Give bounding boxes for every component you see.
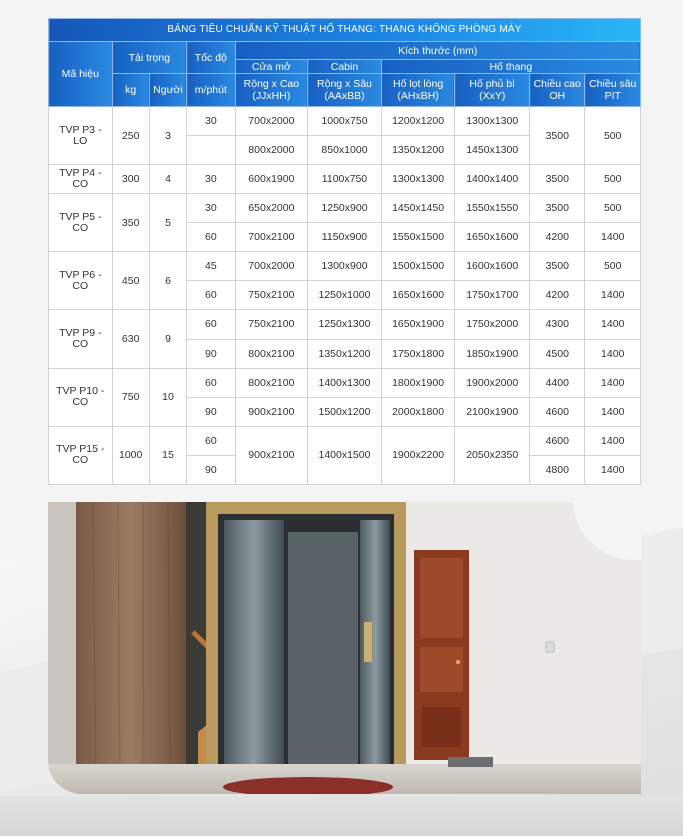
header-shaft: Hố thang xyxy=(381,60,640,74)
left-wall xyxy=(48,502,76,794)
speed-cell xyxy=(187,136,235,165)
wall-socket xyxy=(546,642,554,652)
oh-cell: 3500 xyxy=(530,194,585,223)
shaft-outer-cell: 2100x1900 xyxy=(455,397,530,426)
model-cell: TVP P9 - CO xyxy=(49,310,113,368)
door-size-cell: 600x1900 xyxy=(235,165,308,194)
cabin-size-cell: 1350x1200 xyxy=(308,339,382,368)
pit-cell: 1400 xyxy=(585,426,641,455)
speed-cell: 45 xyxy=(187,252,235,281)
oh-cell: 4200 xyxy=(530,223,585,252)
shaft-outer-cell: 1300x1300 xyxy=(455,107,530,136)
glass-door-left xyxy=(224,520,284,780)
cabin-size-cell: 1250x1300 xyxy=(308,310,382,339)
load-kg-cell: 1000 xyxy=(112,426,149,484)
shaft-clear-cell: 1650x1900 xyxy=(381,310,455,339)
model-cell: TVP P4 - CO xyxy=(49,165,113,194)
door-size-cell: 700x2000 xyxy=(235,252,308,281)
door-size-cell: 900x2100 xyxy=(235,397,308,426)
pit-cell: 500 xyxy=(585,107,641,165)
elevator-photo xyxy=(48,502,641,794)
cabin-size-cell: 1250x1000 xyxy=(308,281,382,310)
shaft-outer-cell: 1750x1700 xyxy=(455,281,530,310)
table-row xyxy=(49,194,641,223)
persons-cell: 9 xyxy=(149,310,186,368)
shaft-clear-cell: 1500x1500 xyxy=(381,252,455,281)
door-size-cell: 700x2000 xyxy=(235,107,308,136)
elevator-cabin xyxy=(288,532,358,772)
cabin-size-cell: 1250x900 xyxy=(308,194,382,223)
load-kg-cell: 250 xyxy=(112,107,149,165)
door-size-cell: 800x2000 xyxy=(235,136,308,165)
speed-cell: 30 xyxy=(187,165,235,194)
speed-cell: 60 xyxy=(187,223,235,252)
shaft-outer-cell: 1850x1900 xyxy=(455,339,530,368)
persons-cell: 5 xyxy=(149,194,186,252)
speed-cell: 90 xyxy=(187,339,235,368)
header-kg: kg xyxy=(112,74,149,107)
shaft-clear-cell: 1200x1200 xyxy=(381,107,455,136)
pit-cell: 1400 xyxy=(585,339,641,368)
door-size-cell: 700x2100 xyxy=(235,223,308,252)
oh-cell: 4400 xyxy=(530,368,585,397)
elevator-spec-table xyxy=(48,18,641,485)
persons-cell: 10 xyxy=(149,368,186,426)
table-row xyxy=(49,426,641,455)
persons-cell: 4 xyxy=(149,165,186,194)
table-body xyxy=(49,107,641,485)
header-door: Cửa mở xyxy=(235,60,308,74)
table-row xyxy=(49,165,641,194)
footer-strip xyxy=(0,796,683,836)
pit-cell: 500 xyxy=(585,194,641,223)
speed-cell: 90 xyxy=(187,397,235,426)
header-pit: Chiều sâu PIT xyxy=(585,74,641,107)
shaft-clear-cell: 1450x1450 xyxy=(381,194,455,223)
oh-cell: 4500 xyxy=(530,339,585,368)
header-cabin-size: Rộng x Sâu (AAxBB) xyxy=(308,74,382,107)
header-dimensions: Kích thước (mm) xyxy=(235,42,640,60)
load-kg-cell: 450 xyxy=(112,252,149,310)
table-row xyxy=(49,368,641,397)
header-shaft-clear: Hố lọt lòng (AHxBH) xyxy=(381,74,455,107)
table-row xyxy=(49,107,641,136)
cabin-size-cell: 1100x750 xyxy=(308,165,382,194)
header-speed: Tốc độ xyxy=(187,42,235,74)
table-row xyxy=(49,252,641,281)
header-persons: Người xyxy=(149,74,186,107)
persons-cell: 15 xyxy=(149,426,186,484)
model-cell: TVP P3 - LO xyxy=(49,107,113,165)
shaft-clear-cell: 1750x1800 xyxy=(381,339,455,368)
call-panel xyxy=(364,622,372,662)
cabin-size-cell: 1300x900 xyxy=(308,252,382,281)
pit-cell: 1400 xyxy=(585,281,641,310)
shaft-clear-cell: 2000x1800 xyxy=(381,397,455,426)
header-shaft-outer: Hố phủ bì (XxY) xyxy=(455,74,530,107)
speed-cell: 60 xyxy=(187,310,235,339)
model-cell: TVP P15 - CO xyxy=(49,426,113,484)
shaft-outer-cell: 1450x1300 xyxy=(455,136,530,165)
door-size-cell: 650x2000 xyxy=(235,194,308,223)
oh-cell: 3500 xyxy=(530,165,585,194)
pit-cell: 1400 xyxy=(585,455,641,484)
header-door-size: Rộng x Cao (JJxHH) xyxy=(235,74,308,107)
door-size-cell: 750x2100 xyxy=(235,281,308,310)
speed-cell: 30 xyxy=(187,107,235,136)
shaft-clear-cell: 1300x1300 xyxy=(381,165,455,194)
shaft-outer-cell: 1550x1550 xyxy=(455,194,530,223)
load-kg-cell: 630 xyxy=(112,310,149,368)
oh-cell: 4600 xyxy=(530,426,585,455)
pit-cell: 1400 xyxy=(585,310,641,339)
cabin-size-cell: 1400x1300 xyxy=(308,368,382,397)
cabin-size-cell: 1400x1500 xyxy=(308,426,382,484)
load-kg-cell: 300 xyxy=(112,165,149,194)
speed-cell: 30 xyxy=(187,194,235,223)
speed-cell: 60 xyxy=(187,368,235,397)
header-cabin: Cabin xyxy=(308,60,382,74)
shaft-outer-cell: 2050x2350 xyxy=(455,426,530,484)
header-load: Tải trọng xyxy=(112,42,187,74)
shaft-clear-cell: 1350x1200 xyxy=(381,136,455,165)
pit-cell: 1400 xyxy=(585,368,641,397)
door-size-cell: 900x2100 xyxy=(235,426,308,484)
door-mat xyxy=(448,757,493,767)
shaft-outer-cell: 1600x1600 xyxy=(455,252,530,281)
shaft-outer-cell: 1400x1400 xyxy=(455,165,530,194)
model-cell: TVP P6 - CO xyxy=(49,252,113,310)
load-kg-cell: 750 xyxy=(112,368,149,426)
door-size-cell: 800x2100 xyxy=(235,339,308,368)
header-mpm: m/phút xyxy=(187,74,235,107)
oh-cell: 4200 xyxy=(530,281,585,310)
shaft-outer-cell: 1900x2000 xyxy=(455,368,530,397)
pit-cell: 500 xyxy=(585,165,641,194)
persons-cell: 3 xyxy=(149,107,186,165)
shaft-clear-cell: 1550x1500 xyxy=(381,223,455,252)
door-size-cell: 750x2100 xyxy=(235,310,308,339)
model-cell: TVP P10 - CO xyxy=(49,368,113,426)
header-model: Mã hiệu xyxy=(49,42,113,107)
shaft-clear-cell: 1800x1900 xyxy=(381,368,455,397)
table-row xyxy=(49,310,641,339)
speed-cell: 60 xyxy=(187,281,235,310)
oh-cell: 3500 xyxy=(530,107,585,165)
oh-cell: 4600 xyxy=(530,397,585,426)
door-size-cell: 800x2100 xyxy=(235,368,308,397)
model-cell: TVP P5 - CO xyxy=(49,194,113,252)
cabin-size-cell: 850x1000 xyxy=(308,136,382,165)
persons-cell: 6 xyxy=(149,252,186,310)
shaft-outer-cell: 1650x1600 xyxy=(455,223,530,252)
elevator-photo-illustration xyxy=(48,502,641,794)
table-title: BẢNG TIÊU CHUẨN KỸ THUẬT HỐ THANG: THANG KHÔNG PHÒNG MÁY xyxy=(49,19,641,42)
cabin-size-cell: 1150x900 xyxy=(308,223,382,252)
load-kg-cell: 350 xyxy=(112,194,149,252)
shaft-clear-cell: 1650x1600 xyxy=(381,281,455,310)
pit-cell: 500 xyxy=(585,252,641,281)
pit-cell: 1400 xyxy=(585,397,641,426)
oh-cell: 3500 xyxy=(530,252,585,281)
speed-cell: 60 xyxy=(187,426,235,455)
oh-cell: 4800 xyxy=(530,455,585,484)
shaft-clear-cell: 1900x2200 xyxy=(381,426,455,484)
cabin-size-cell: 1500x1200 xyxy=(308,397,382,426)
oh-cell: 4300 xyxy=(530,310,585,339)
header-oh: Chiều cao OH xyxy=(530,74,585,107)
cabin-size-cell: 1000x750 xyxy=(308,107,382,136)
pit-cell: 1400 xyxy=(585,223,641,252)
speed-cell: 90 xyxy=(187,455,235,484)
shaft-outer-cell: 1750x2000 xyxy=(455,310,530,339)
